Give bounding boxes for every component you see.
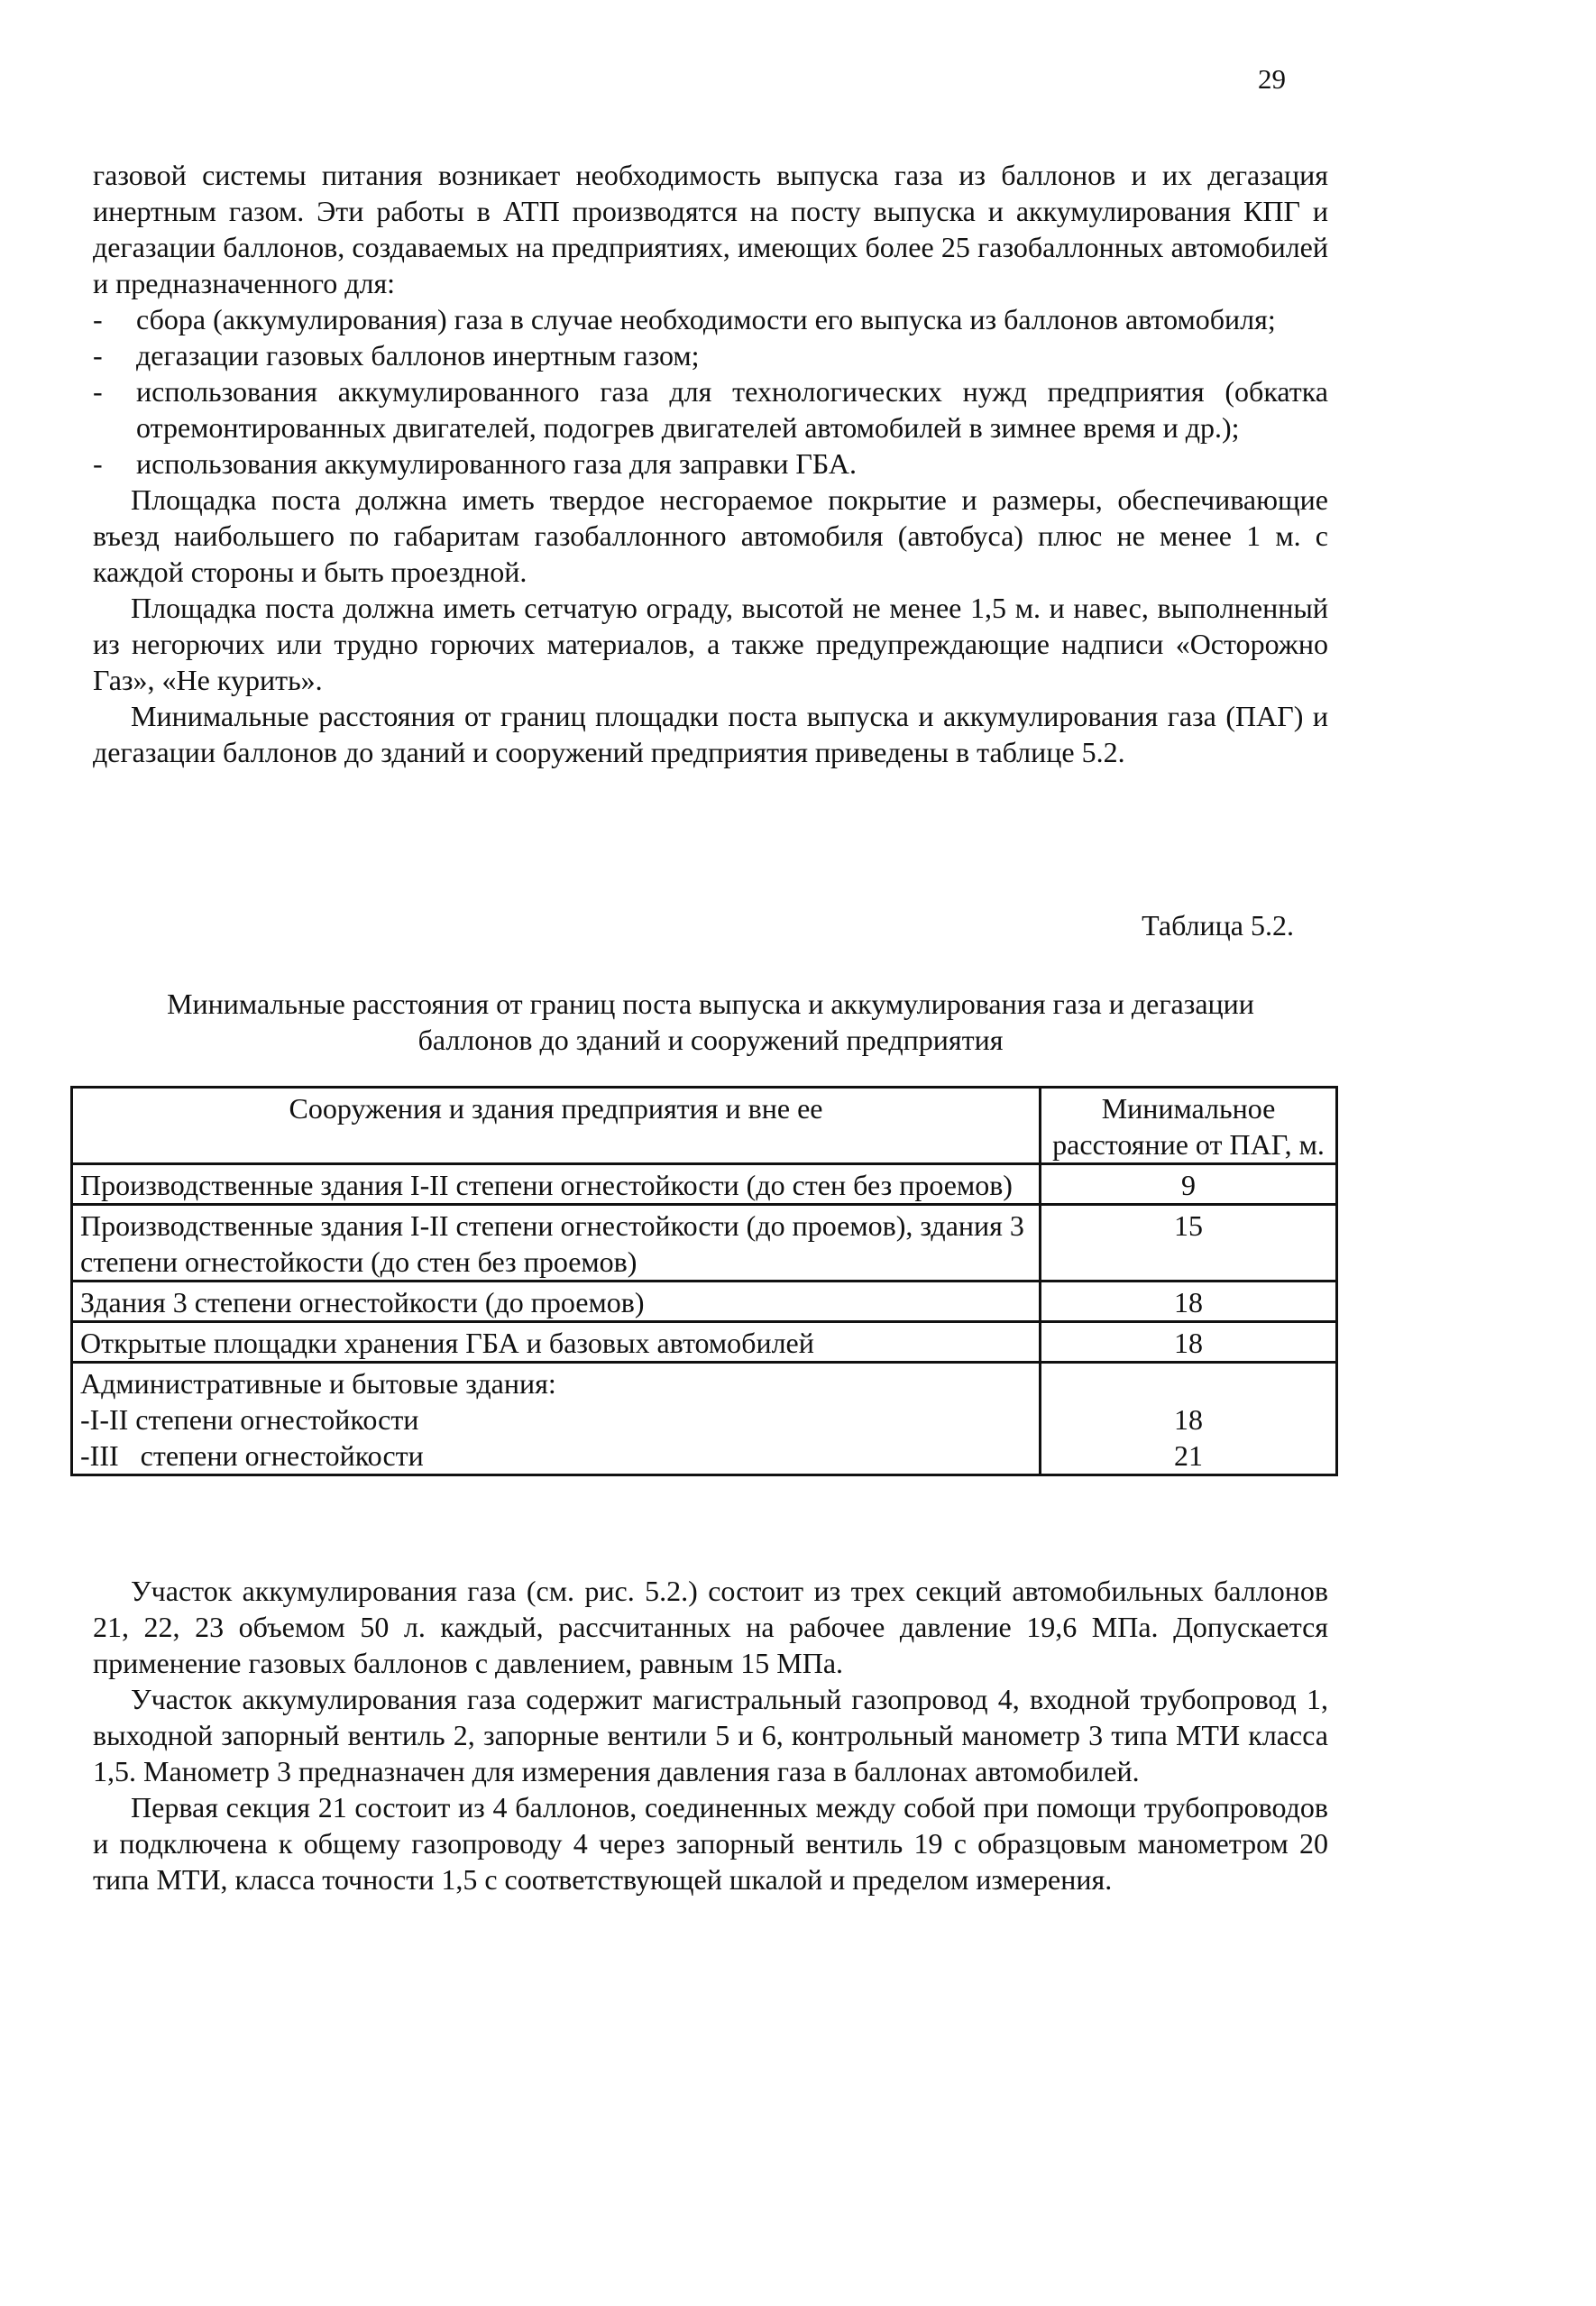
list-item: - использования аккумулированного газа для технологических нужд предприятия (обкатка отремонтированных двигателей, подогрев двигателей автомобилей в зимнее время и др.); (93, 373, 1328, 446)
row-value-cell: 18 (1041, 1322, 1337, 1363)
row-name-cell: Здания 3 степени огнестойкости (до проемов) (72, 1282, 1041, 1322)
admin-name-cell (72, 1363, 1041, 1475)
intro-paragraph: газовой системы питания возникает необходимость выпуска газа из баллонов и их дегазация инертным газом. Эти работы в АТП производятся на посту выпуска и аккумулирования КПГ и дегазации баллонов, создаваемых на предприятиях, имеющих более 25 газобаллонных автомобилей и предназначенного для: (93, 159, 1328, 299)
table-header-row (72, 1088, 1337, 1164)
table-row (72, 1205, 1337, 1282)
section-paragraph: Участок аккумулирования газа (см. рис. 5.2.) состоит из трех секций автомобильных баллонов 21, 22, 23 объемом 50 л. каждый, рассчитанных на рабочее давление 19,6 МПа. Допускается применение газовых баллонов с давлением, равным 15 МПа. (93, 1575, 1328, 1679)
table-caption-line: баллонов до зданий и сооружений предприятия (417, 1024, 1004, 1056)
row-value-cell: 15 (1041, 1205, 1337, 1282)
table-caption (93, 986, 1328, 1058)
admin-sub-item: -I-II степени огнестойкости (80, 1403, 419, 1436)
table-label: Таблица 5.2. (1142, 909, 1294, 942)
admin-sub-value: 21 (1174, 1439, 1203, 1472)
distance-table (70, 1086, 1338, 1476)
first-section-paragraph: Первая секция 21 состоит из 4 баллонов, соединенных между собой при помощи трубопроводов и подключена к общему газопроводу 4 через запорный вентиль 19 с образцовым манометром 20 типа МТИ, класса точности 1,5 с соответствующей шкалой и пределом измерения. (93, 1791, 1328, 1896)
table-row (72, 1282, 1337, 1322)
header-distance-cell: Минимальное расстояние от ПАГ, м. (1041, 1088, 1337, 1164)
row-value-cell: 9 (1041, 1164, 1337, 1205)
header-name-cell: Сооружения и здания предприятия и вне ее (72, 1088, 1041, 1164)
list-item: - использования аккумулированного газа для заправки ГБА. (93, 446, 1328, 482)
page-number: 29 (1258, 63, 1286, 95)
list-item: - дегазации газовых баллонов инертным газом; (93, 337, 1328, 373)
platform-paragraph: Площадка поста должна иметь твердое несгораемое покрытие и размеры, обеспечивающие въезд наибольшего по габаритам газобаллонного автомобиля (автобуса) плюс не менее 1 м. с каждой стороны и быть проездной. (93, 483, 1328, 588)
row-name-cell: Производственные здания I-II степени огнестойкости (до проемов), здания 3 степени огнестойкости (до стен без проемов) (72, 1205, 1041, 1282)
contains-paragraph: Участок аккумулирования газа содержит магистральный газопровод 4, входной трубопровод 1, выходной запорный вентиль 2, запорные вентили 5 и 6, контрольный манометр 3 типа МТИ класса 1,5. Манометр 3 предназначен для измерения давления газа в баллонах автомобилей. (93, 1683, 1328, 1787)
list-item: - сбора (аккумулирования) газа в случае необходимости его выпуска из баллонов автомобиля; (93, 301, 1328, 337)
intro-block (93, 157, 1328, 770)
table-row (72, 1322, 1337, 1363)
fence-paragraph: Площадка поста должна иметь сетчатую ограду, высотой не менее 1,5 м. и навес, выполненный из негорючих или трудно горючих материалов, а также предупреждающие надписи «Осторожно Газ», «Не курить». (93, 592, 1328, 696)
admin-title: Административные и бытовые здания: (80, 1367, 556, 1400)
row-value-cell: 18 (1041, 1282, 1337, 1322)
admin-sub-item: -III степени огнестойкости (80, 1439, 424, 1472)
row-name-cell: Открытые площадки хранения ГБА и базовых автомобилей (72, 1322, 1041, 1363)
table-row-admin (72, 1363, 1337, 1475)
distances-paragraph: Минимальные расстояния от границ площадки поста выпуска и аккумулирования газа (ПАГ) и дегазации баллонов до зданий и сооружений предприятия приведены в таблице 5.2. (93, 700, 1328, 768)
admin-sub-value: 18 (1174, 1403, 1203, 1436)
purpose-list (93, 301, 1328, 482)
table-caption-line: Минимальные расстояния от границ поста выпуска и аккумулирования газа и дегазации (167, 988, 1254, 1020)
row-name-cell: Производственные здания I-II степени огнестойкости (до стен без проемов) (72, 1164, 1041, 1205)
admin-value-cell (1041, 1363, 1337, 1475)
table-row (72, 1164, 1337, 1205)
outro-block (93, 1573, 1328, 1897)
